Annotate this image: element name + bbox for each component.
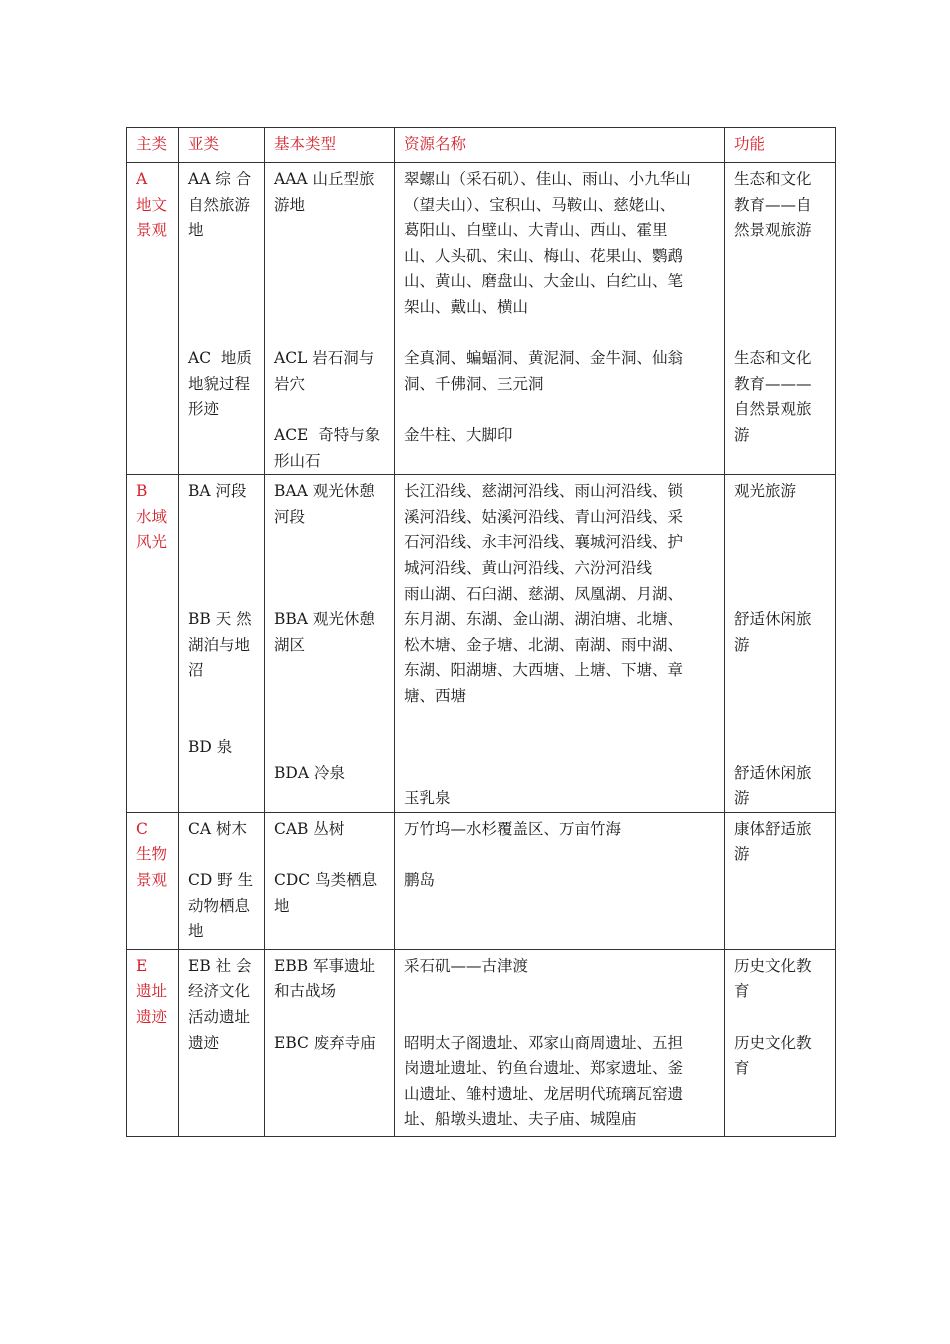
main-class-cell: A 地文 景观: [127, 163, 179, 475]
resource-name-cell: 翠螺山（采石矶）、佳山、雨山、小九华山 （望夫山）、宝积山、马鞍山、慈姥山、 葛阳山、白壁山、大青山、西山、霍里 山、人头矶、宋山、梅山、花果山、鹦鹉 山、黄山、磨盘山、大金山、白纻山、笔 架山、戴山、横山 全真洞、蝙蝠洞、黄泥洞、金牛洞、仙翁 洞、千佛洞、三元洞 金牛柱、大脚印: [395, 163, 725, 475]
subclass-cell: AA 综 合 自然旅游 地 AC 地质 地貌过程 形迹: [179, 163, 265, 475]
function-cell: 康体舒适旅 游: [725, 812, 836, 949]
function-cell: 观光旅游 舒适休闲旅 游 舒适休闲旅 游: [725, 475, 836, 813]
subclass-cell: EB 社 会 经济文化 活动遗址 遗迹: [179, 949, 265, 1136]
header-cell-function: 功能: [725, 128, 836, 163]
table-header-row: [127, 128, 836, 163]
main-class-cell: E 遗址 遗迹: [127, 949, 179, 1136]
resource-name-cell: 万竹坞—水杉覆盖区、万亩竹海 鹏岛: [395, 812, 725, 949]
basic-type-cell: CAB 丛树 CDC 鸟类栖息 地: [265, 812, 395, 949]
basic-type-cell: AAA 山丘型旅 游地 ACL 岩石洞与 岩穴 ACE 奇特与象 形山石: [265, 163, 395, 475]
header-cell-subclass: 亚类: [179, 128, 265, 163]
subclass-cell: BA 河段 BB 天 然 湖泊与地 沼 BD 泉: [179, 475, 265, 813]
main-class-cell: C 生物 景观: [127, 812, 179, 949]
basic-type-cell: EBB 军事遗址 和古战场 EBC 废弃寺庙: [265, 949, 395, 1136]
function-cell: 历史文化教 育 历史文化教 育: [725, 949, 836, 1136]
resource-table: [126, 127, 836, 1137]
header-cell-main-class: 主类: [127, 128, 179, 163]
subclass-cell: CA 树木 CD 野 生 动物栖息 地: [179, 812, 265, 949]
function-cell: 生态和文化 教育——自 然景观旅游 生态和文化 教育——— 自然景观旅 游: [725, 163, 836, 475]
resource-name-cell: 采石矶——古津渡 昭明太子阁遗址、邓家山商周遗址、五担 岗遗址遗址、钓鱼台遗址、郑家遗址、釜 山遗址、雏村遗址、龙居明代琉璃瓦窑遗 址、船墩头遗址、夫子庙、城隍庙: [395, 949, 725, 1136]
table-row: [127, 949, 836, 1136]
table-row: [127, 163, 836, 475]
resource-name-cell: 长江沿线、慈湖河沿线、雨山河沿线、锁 溪河沿线、姑溪河沿线、青山河沿线、采 石河沿线、永丰河沿线、襄城河沿线、护 城河沿线、黄山河沿线、六汾河沿线 雨山湖、石臼湖、慈湖、凤凰湖、月湖、 东月湖、东湖、金山湖、湖泊塘、北塘、 松木塘、金子塘、北湖、南湖、雨中湖、 东湖、阳湖塘、大西塘、上塘、下塘、章 塘、西塘 玉乳泉: [395, 475, 725, 813]
basic-type-cell: BAA 观光休憩 河段 BBA 观光休憩 湖区 BDA 冷泉: [265, 475, 395, 813]
table-row: [127, 475, 836, 813]
main-class-cell: B 水域 风光: [127, 475, 179, 813]
header-cell-basic-type: 基本类型: [265, 128, 395, 163]
table-row: [127, 812, 836, 949]
header-cell-resource-name: 资源名称: [395, 128, 725, 163]
